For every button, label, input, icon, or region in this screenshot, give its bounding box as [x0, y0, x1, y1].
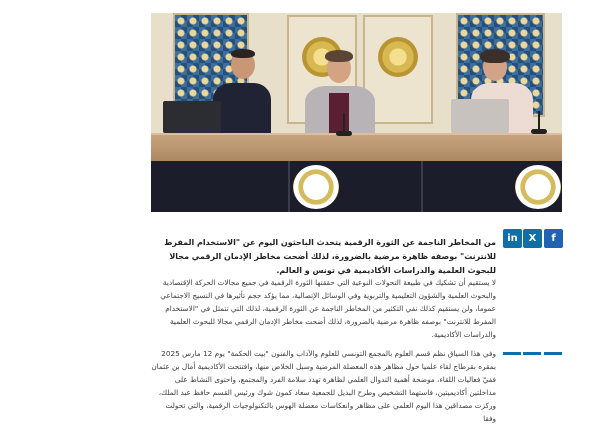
photo-emblem-center — [293, 165, 339, 209]
photo-laptop-left — [163, 101, 221, 133]
article-paragraph: لا يستقيم أن تشكيك في طبيعة التحولات النوعية التي حققتها الثورة الرقمية في جميع مجالات الحركة الإقتصادية والبحوث العلمية والشؤون التعليمية والتربوية وفي الوسائل الإتصالية، مما يؤكد حجم تأثيرها في النسيج الاجتماعي عموما، ولن يستقيم كذلك نفي التكثير من المخاطر الناجمة عن الثورة الرقمية، لذلك التي تتمثل في "الاستخدام المفرط للانترنت" بوصفه ظاهرة مرضية بالضرورة، لذلك أضحت مخاطر الإدمان الرقمي مجالا للبحوث العلمية والدراسات الأكاديمية. — [160, 278, 496, 340]
share-linkedin-button[interactable] — [503, 229, 522, 248]
facebook-icon: f — [551, 233, 556, 244]
share-divider-x — [523, 352, 541, 355]
photo-emblem-right — [515, 165, 561, 209]
x-icon: X — [528, 233, 537, 244]
linkedin-icon: in — [507, 233, 518, 244]
photo-desk-front — [151, 161, 562, 212]
article-lead: من المخاطر الناجمة عن الثورة الرقمية يتحدث الباحثون اليوم عن "الاستخدام المفرط للانترنت" بوصفه ظاهرة مرضية بالضرورة، لذلك أضحت مخاطر الإدمان الرقمي مجالا للبحوث العلمية والدراسات الأكاديمية في تونس و العالم. — [164, 238, 496, 275]
share-divider-linkedin — [503, 352, 521, 355]
article-photo — [151, 13, 562, 212]
photo-laptop-right — [451, 99, 509, 133]
share-facebook-button[interactable] — [544, 229, 563, 248]
photo-table — [151, 133, 562, 163]
share-x-button[interactable] — [523, 229, 542, 248]
share-divider-facebook — [544, 352, 562, 355]
article-paragraph: وفي هذا السياق نظم قسم العلوم بالمجمع التونسي للعلوم والآداب والفنون "بيت الحكمة" يوم 12 مارس 2025 بمقره بقرطاج لقاء علميا حول مظاهر هذه المعضلة المرضية وسبل الخلاص منها، وافتتحت الأكاديمية أمال بن عثمان ففيّ فعاليات اللقاء، موضحة أهمية التدوال العلمي لظاهرة تهدد سلامة الفرد والمجتمع، واحتوى النشاط على مداخلتين أكاديميتين، فاستهما التشخيص وطرح البديل للجمعية سعاد كمون شوك ورئيس القسم حافظ عبد الملك، وركزت مصداقين هذا اليوم العلمي على مظاهر وانعكاسات معضلة الهوس بالتكنولوجيات الرقمية، والتي تحولت وفقا — [151, 349, 496, 424]
